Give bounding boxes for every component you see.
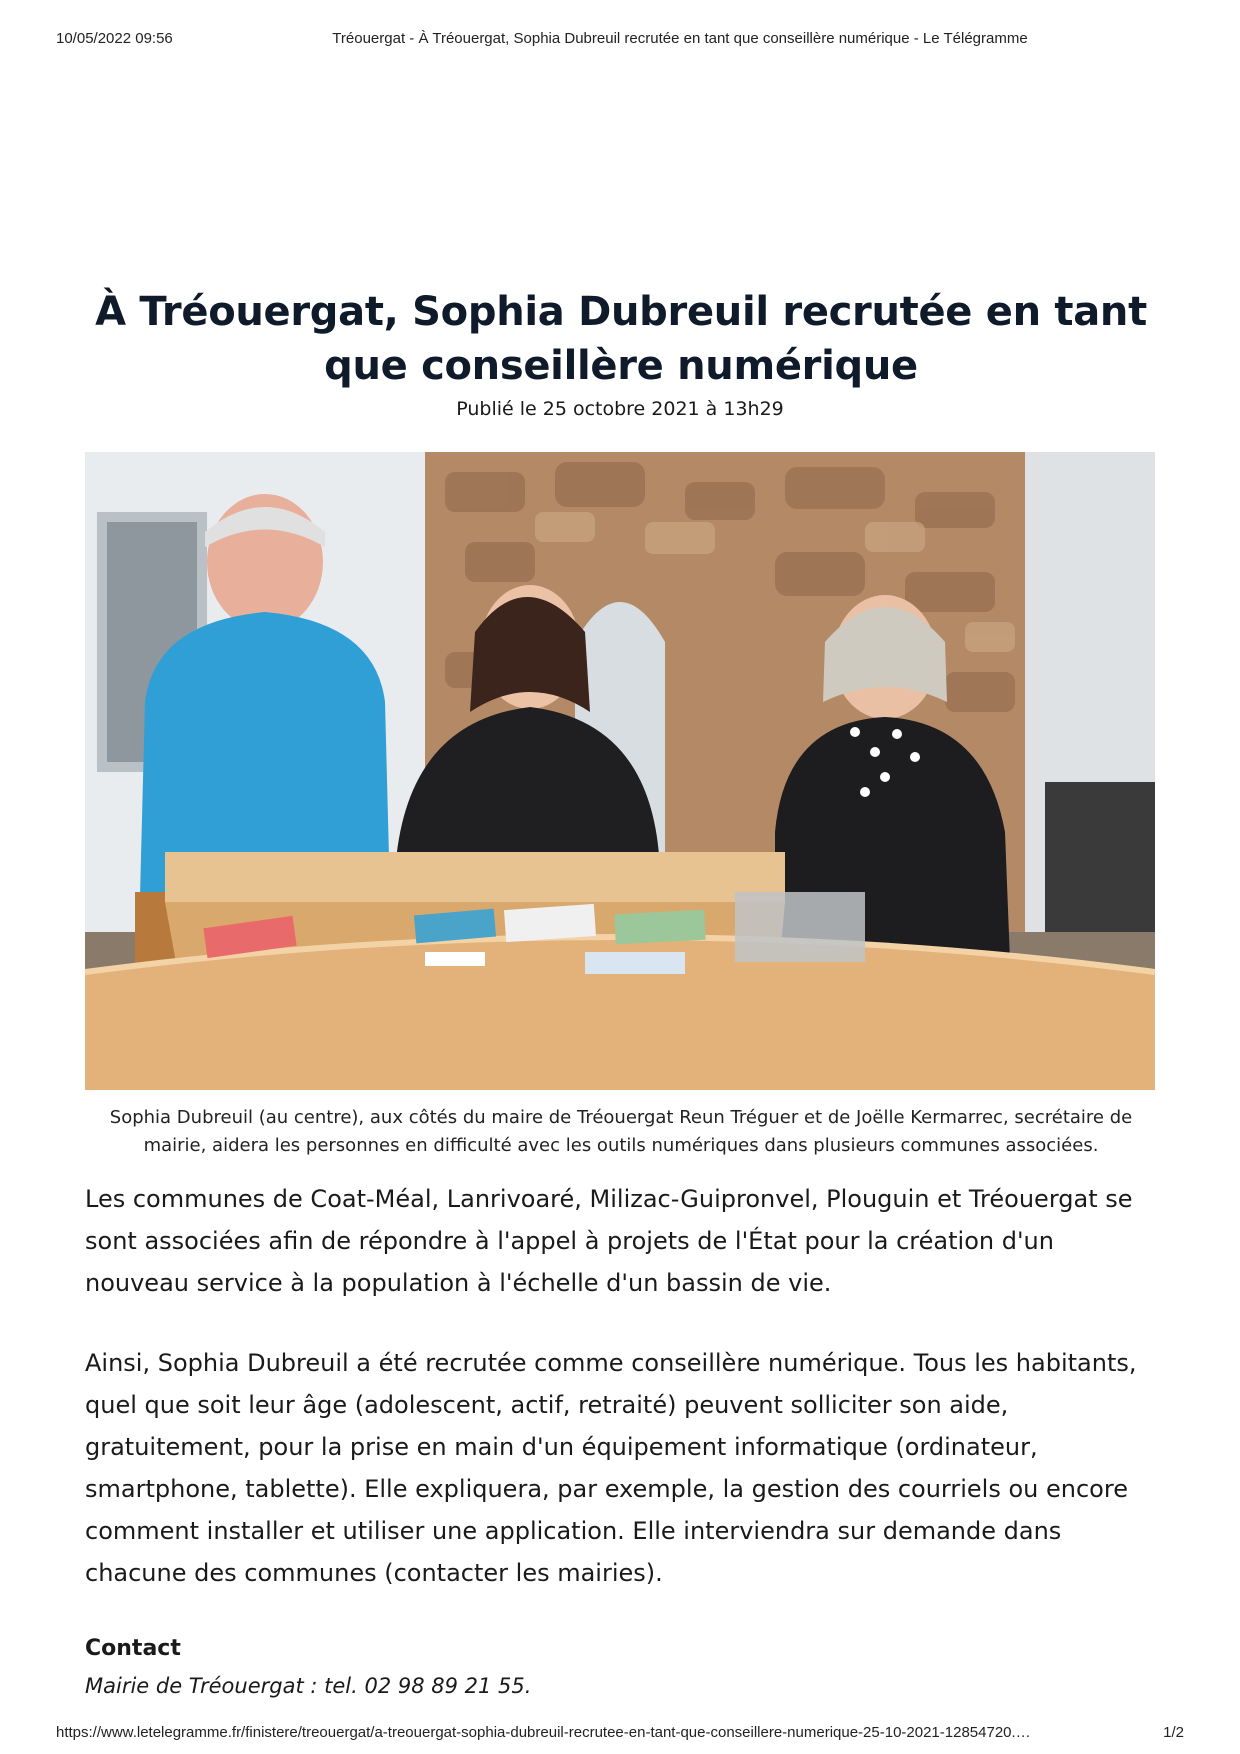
publication-date: Publié le 25 octobre 2021 à 13h29 <box>456 398 784 420</box>
article-headline: À Tréouergat, Sophia Dubreuil recrutée en tant que conseillère numérique <box>95 288 1147 389</box>
print-header <box>56 30 1184 52</box>
contact-phone: Mairie de Tréouergat : tel. 02 98 89 21 55. <box>85 1674 532 1698</box>
article-photo <box>85 452 1155 1090</box>
print-page-title: Tréouergat - À Tréouergat, Sophia Dubreuil recrutée en tant que conseillère numérique - Le Télégramme <box>332 30 1028 47</box>
print-url[interactable]: https://www.letelegramme.fr/finistere/treouergat/a-treouergat-sophia-dubreuil-recrutee-en-tant-que-conseillere-numerique-25-10-2021-12854720.… <box>56 1724 1031 1741</box>
print-datetime: 10/05/2022 09:56 <box>56 30 173 47</box>
contact-heading: Contact <box>85 1636 181 1661</box>
page-number: 1/2 <box>1163 1724 1184 1741</box>
article-paragraph-2: Ainsi, Sophia Dubreuil a été recrutée comme conseillère numérique. Tous les habitants, quel que soit leur âge (adolescent, actif, retraité) peuvent solliciter son aide, gratuitement, pour la prise en main d'un équipement informatique (ordinateur, smartphone, tablette). Elle expliquera, par exemple, la gestion des courriels ou encore comment installer et utiliser une application. Elle interviendra sur demande dans chacune des communes (contacter les mairies). <box>85 1349 1137 1587</box>
print-footer <box>56 1724 1184 1746</box>
photo-caption: Sophia Dubreuil (au centre), aux côtés du maire de Tréouergat Reun Tréguer et de Joëlle Kermarrec, secrétaire de mairie, aidera les personnes en difficulté avec les outils numériques dans plusieurs communes associées. <box>109 1107 1133 1156</box>
article-paragraph-1: Les communes de Coat-Méal, Lanrivoaré, Milizac-Guipronvel, Plouguin et Tréouergat se sont associées afin de répondre à l'appel à projets de l'État pour la création d'un nouveau service à la population à l'échelle d'un bassin de vie. <box>85 1185 1133 1297</box>
